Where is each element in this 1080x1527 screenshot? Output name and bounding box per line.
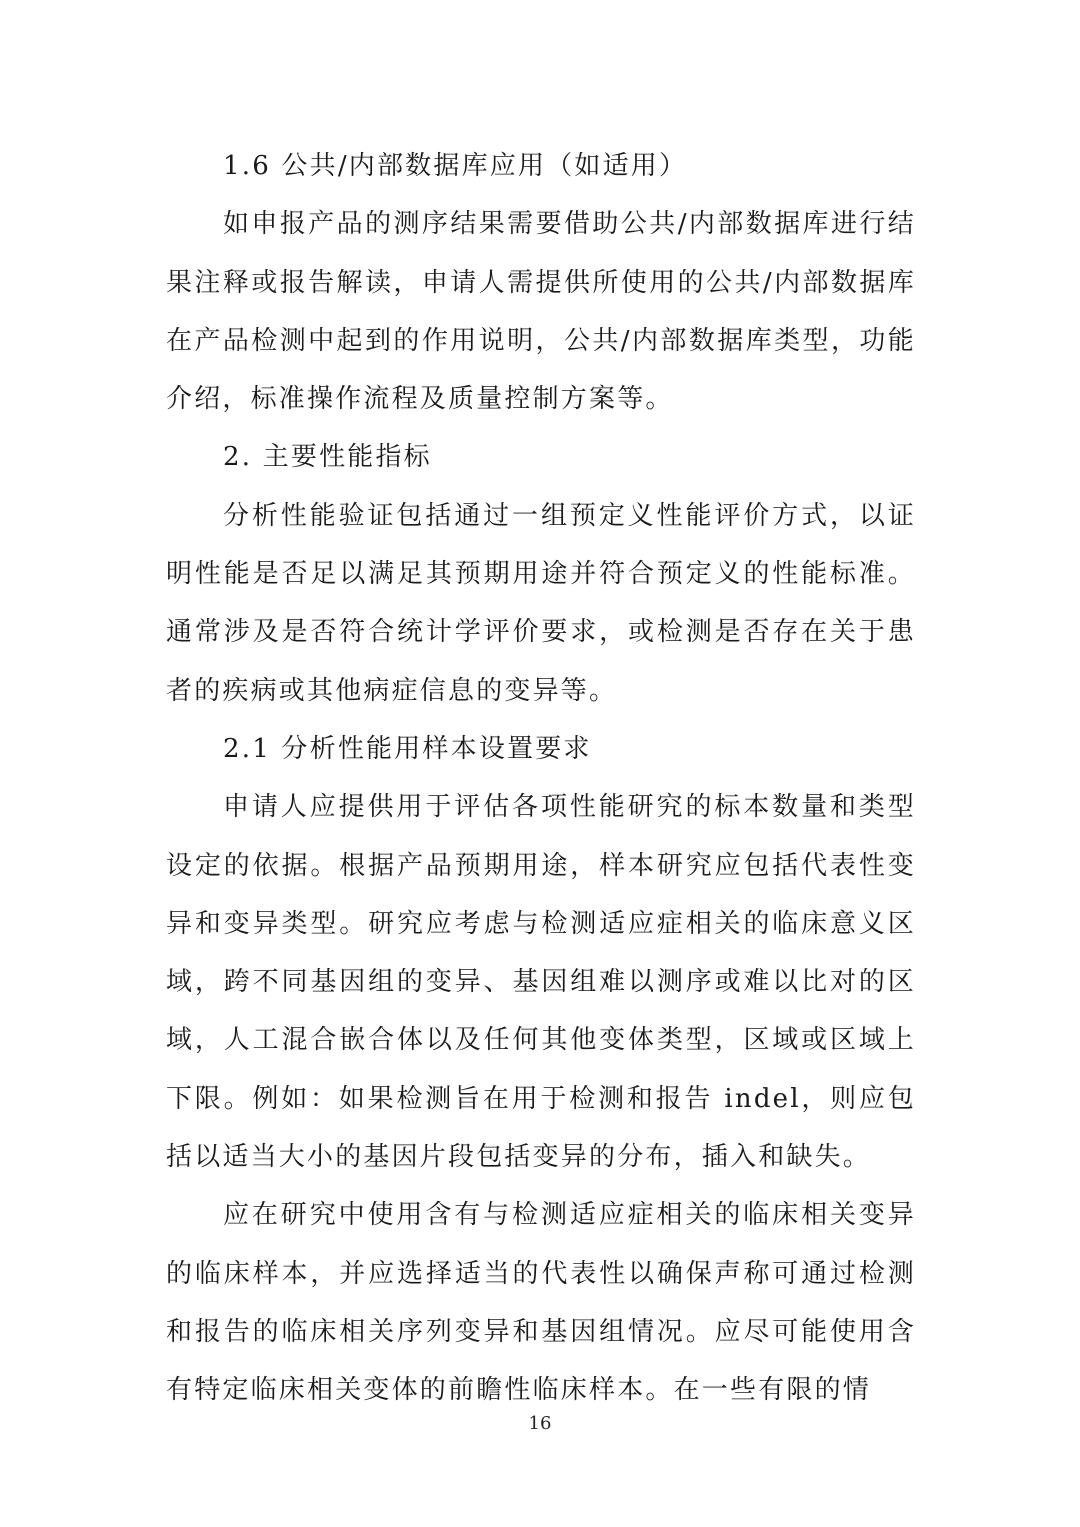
- document-body: [166, 137, 916, 1420]
- section-heading-1-6: 1.6 公共/内部数据库应用（如适用）: [223, 151, 688, 181]
- paragraph-clinical-samples: 应在研究中使用含有与检测适应症相关的临床相关变异的临床样本，并应选择适当的代表性以确保声称可通过检测和报告的临床相关序列变异和基因组情况。应尽可能使用含有特定临床相关变体的前瞻性临床样本。在一些有限的情: [166, 1200, 916, 1406]
- paragraph-sample-requirements: 申请人应提供用于评估各项性能研究的标本数量和类型设定的依据。根据产品预期用途，样本研究应包括代表性变异和变异类型。研究应考虑与检测适应症相关的临床意义区域，跨不同基因组的变异、基因组难以测序或难以比对的区域，人工混合嵌合体以及任何其他变体类型，区域或区域上下限。例如：如果检测旨在用于检测和报告 indel，则应包括以适当大小的基因片段包括变异的分布，插入和缺失。: [166, 792, 916, 1173]
- section-heading-2: 2. 主要性能指标: [223, 442, 432, 473]
- page-number: 16: [528, 1413, 552, 1434]
- section-heading-2-1: 2.1 分析性能用样本设置要求: [223, 733, 592, 764]
- paragraph-database-usage: 如申报产品的测序结果需要借助公共/内部数据库进行结果注释或报告解读，申请人需提供所使用的公共/内部数据库在产品检测中起到的作用说明，公共/内部数据库类型，功能介绍，标准操作流程及质量控制方案等。: [166, 209, 916, 415]
- paragraph-performance-validation: 分析性能验证包括通过一组预定义性能评价方式，以证明性能是否足以满足其预期用途并符合预定义的性能标准。通常涉及是否符合统计学评价要求，或检测是否存在关于患者的疾病或其他病症信息的变异等。: [166, 500, 916, 706]
